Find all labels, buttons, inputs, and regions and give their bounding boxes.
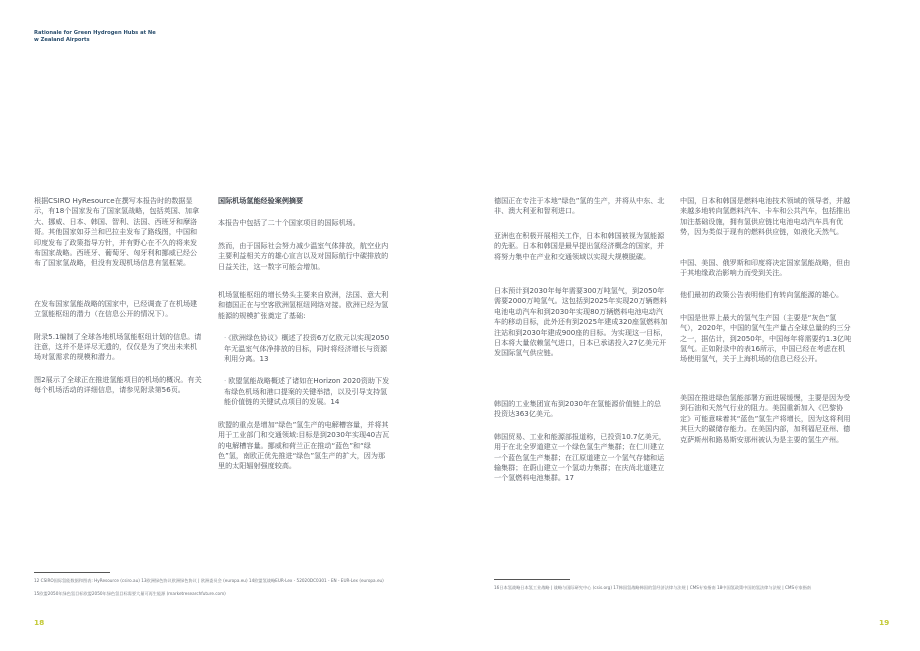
right-footnotes: [494, 584, 884, 591]
header-line-2: w Zealand Airports: [34, 37, 90, 43]
paragraph-korea-investment: 韩国的工业集团宣布到2030年在氢能源价值链上的总投资达363亿美元。: [494, 398, 662, 419]
footnote-divider: [494, 579, 570, 580]
section-title: 国际机场氢能经验案例摘要: [218, 196, 304, 205]
left-column-1: [34, 196, 204, 408]
paragraph-usa: 美国在推进绿色氢能部署方面进展缓慢，主要是因为受到石油和天然气行业的阻力。美国重新加入《巴黎协定》可能意味着其“蓝色”氢生产将增长，因为这将利用其巨大的碳储存能力。在美国内部，加利福尼亚州、德克萨斯州和路易斯安那州被认为是主要的氢生产州。: [680, 392, 851, 444]
paragraph-investigated: 在发布国家氢能战略的国家中，已经调查了在机场建立氢能枢纽的潜力（在信息公开的情况下）。: [34, 298, 198, 319]
paragraph-appendix: 附录5.1编制了全球各地机场氢能枢纽计划的信息。请注意，这并不是详尽无遗的，仅仅是为了突出未来机场对氢需求的规模和潜力。: [34, 331, 202, 362]
bullet-mark-icon: ·: [224, 333, 227, 343]
paragraph-ambition: 他们最初的政策公告表明他们有转向氢能源的雄心。: [680, 290, 844, 300]
paragraph-strategies: 根据CSIRO HyResource在撰写本报告时的数据显示，有18个国家发布了国家氢战略，包括英国、加拿大、挪威、日本、韩国、智利、法国、西班牙和摩洛哥。其他国家如芬兰和巴拉圭发布了路线图，中国和印度发布了政策指导方针，并有野心在不久的将来发布国家战略。西班牙、葡萄牙、匈牙利和挪威已经公布了国家氢战略，但没有发现机场信息有氢框架。: [34, 196, 200, 268]
right-column-2: [680, 196, 852, 457]
paragraph-japan: 日本预计到2030年每年需要300万吨氢气，到2050年需要2000万吨氢气。这包括到2025年实现20万辆燃料电池电动汽车和到2030年实现80万辆燃料电池电动汽车的移动目标，此外还有到2025年建成320座氢燃料加注站和到2030年建成900座的目标。为实现这一目标，日本将大量依赖氢气进口，日本已承诺投入27亿美元开发国际氢气供应链。: [494, 286, 668, 358]
paragraph-eu-focus: 欧盟的重点是增加“绿色”氢生产的电解槽容量，并将其用于工业部门和交通领域:目标是到2030年实现40吉瓦的电解槽容量。挪威和荷兰正在推动“蓝色”和“绿色”氢，南欧正优先推进“绿色”氢生产的扩大，因为那里的太阳辐射强度较高。: [218, 419, 390, 471]
bullet-green-deal-text: 《欧洲绿色协议》概述了投资6万亿欧元以实现2050年无温室气体净排放的目标，同时将经济增长与资源利用分离。13: [224, 333, 390, 364]
paragraph-however: 然而，由于国际社会努力减少温室气体排放，航空业内主要利益相关方的雄心宣言以及对国际航行中碳排放的日益关注，这一数字可能会增加。: [218, 240, 389, 271]
footnote-15: 15欧盟2050年绿色氢目标欧盟2050年绿色氢目标需要大量可再生能源 (marketresearchfuture.com): [34, 591, 226, 596]
paragraph-asia: 亚洲也在积极开展相关工作，日本和韩国被视为氢能源的先驱。日本和韩国是最早提出氢经济概念的国家，并将努力集中在产业和交通领域以实现大规模脱碳。: [494, 230, 665, 261]
paragraph-germany: 德国正在专注于本地“绿色”氢的生产，并将从中东、北非、澳大利亚和智利进口。: [494, 196, 665, 216]
paragraph-figure: 图2展示了全球正在推进氢能项目的机场的概况。有关每个机场活动的详细信息，请参见附录第56页。: [34, 374, 202, 395]
paragraph-fuel-cells: 中国，日本和韩国是燃料电池技术领域的领导者，并越来越多地转向氢燃料汽车、卡车和公共汽车，包括推出加注基础设施，拥有氢供应链比电池电动汽车具有优势，因为类似于现有的燃料供应链，如液化天然气。: [680, 196, 851, 237]
page-number-right: 19: [879, 618, 890, 627]
right-column-1: [494, 196, 668, 496]
right-page: [460, 0, 920, 651]
footnote-16-18: 16日本氢战略日本氢工业战略 | 战略与国际研究中心 (csis.org) 17韩国氢战略韩国的氢经济法律与法规 | CMS专家指南 18中国氢政策中国的氢法律与法规 | CMS专家指南: [494, 585, 811, 590]
page-number-left: 18: [34, 618, 45, 627]
bullet-green-deal: [218, 333, 391, 364]
paragraph-twenty: 本报告中包括了二十个国家项目的国际机场。: [218, 218, 360, 228]
bullet-hydrogen-strategy-text: 欧盟氢能战略概述了诸如在Horizon 2020资助下发布绿色机场和港口提案的关键举措，以及引导支持氢能价值链的关键试点项目的发展。14: [224, 376, 390, 407]
paragraph-geopolitics: 中国、美国、俄罗斯和印度将决定国家氢能战略，但由于其地缘政治影响力而受到关注。: [680, 257, 851, 278]
bullet-mark-icon: ·: [224, 376, 227, 386]
left-column-2: [218, 196, 391, 484]
left-footnotes: [34, 577, 414, 597]
document-header: [34, 30, 204, 44]
footnote-12-14: 12 CSIRO国际氢能数据和图表: HyResource (csiro.au) 13欧洲绿色协议欧洲绿色协议 | 欧洲委员会 (europa.eu) 14欧盟氢战略EUR-Lex - 52020DC0301 - EN - EUR-Lex (europa.eu): [34, 578, 384, 583]
paragraph-korea-clusters: 韩国贸易、工业和能源部报道称，已投资10.7亿美元，用于在北全罗道建立一个绿色氢生产集群；在仁川建立一个蓝色氢生产集群；在江原道建立一个氢气存储和运输集群；在蔚山建立一个氢动力集群；在庆尚北道建立一个氢燃料电池集群。17: [494, 431, 666, 483]
bullet-hydrogen-strategy: [218, 376, 391, 407]
paragraph-europe: 机场氢能枢纽的增长势头主要来自欧洲，法国、意大利和德国正在与空客欧洲氢枢纽网络对接。欧洲已经为氢能源的规模扩张奠定了基础:: [218, 290, 389, 320]
header-line-1: Rationale for Green Hydrogen Hubs at Ne: [34, 30, 156, 36]
footnote-divider: [34, 572, 110, 573]
paragraph-china: 中国是世界上最大的氢气生产国（主要是“灰色”氢气），2020年，中国的氢气生产量占全球总量的约三分之一，据估计，到2050年，中国每年将需要约1.3亿吨氢气。正如附录中的表16所示，中国已经在考虑在机场使用氢气，关于上海机场的信息已经公开。: [680, 312, 852, 364]
